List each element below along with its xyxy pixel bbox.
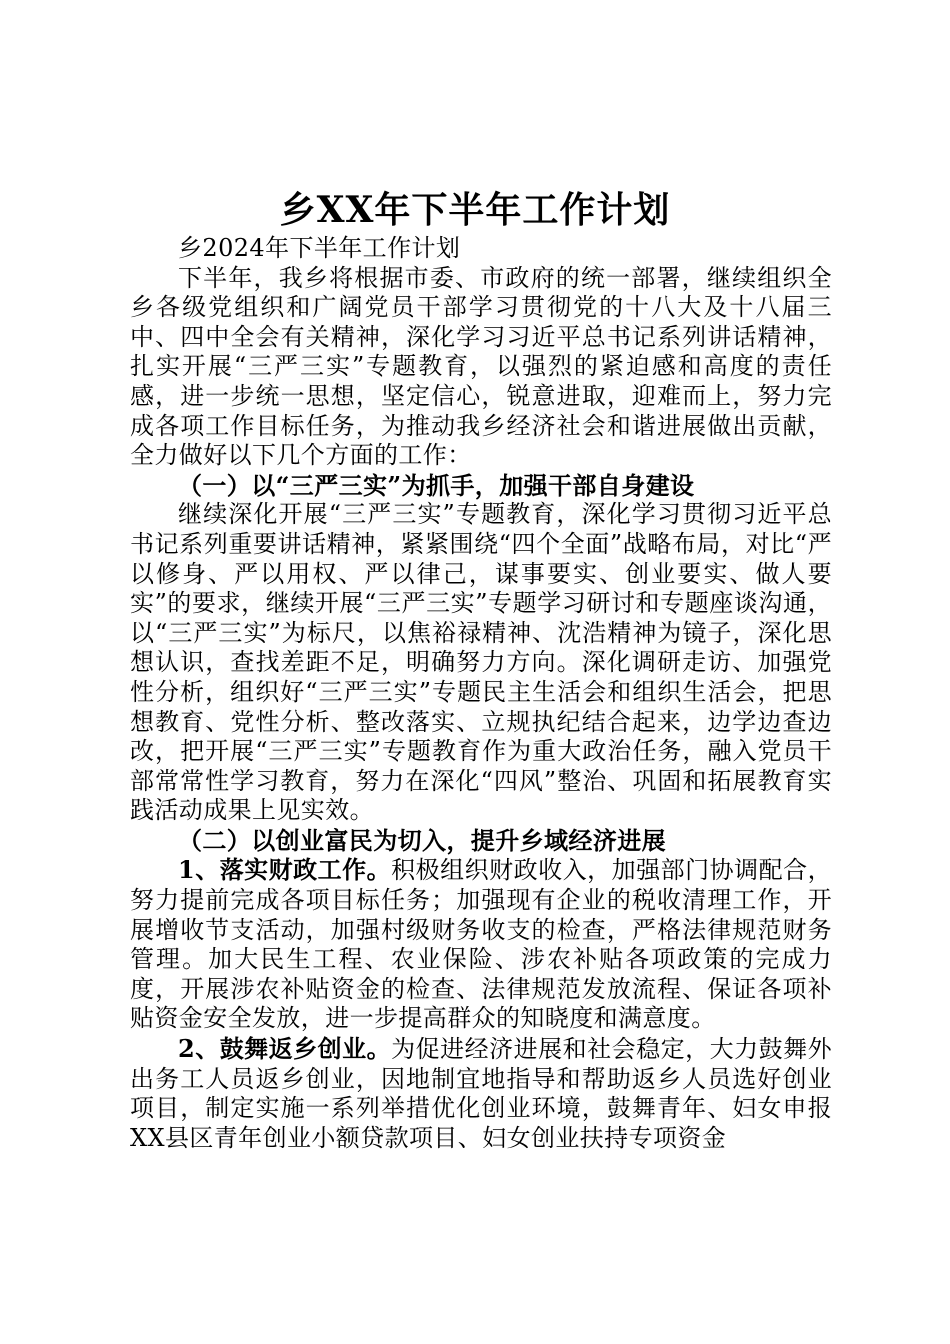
intro-paragraph: 下半年，我乡将根据市委、市政府的统一部署，继续组织全乡各级党组织和广阔党员干部学习贯彻党的十八大及十八届三中、四中全会有关精神，深化学习习近平总书记系列讲话精神，扎实开展“三严三实”专题教育，以强烈的紧迫感和高度的责任感，进一步统一思想，坚定信心，锐意进取，迎难而上，努力完成各项工作目标任务，为推动我乡经济社会和谐进展做出贡献，全力做好以下几个方面的工作：	[130, 263, 832, 470]
item-lead-1: 1、落实财政工作。	[178, 855, 392, 885]
document-title: 乡XX年下半年工作计划	[279, 189, 671, 231]
document-body	[130, 234, 832, 1153]
section-heading-2: （二）以创业富民为切入，提升乡域经济进展	[178, 825, 666, 855]
document-subtitle: 乡2024年下半年工作计划	[178, 234, 461, 262]
item-lead-2: 2、鼓舞返乡创业。	[178, 1034, 392, 1064]
item-text-2: 为促进经济进展和社会稳定，大力鼓舞外出务工人员返乡创业，因地制宜地指导和帮助返乡人员选好创业项目，制定实施一系列举措优化创业环境，鼓舞青年、妇女申报XX县区青年创业小额贷款项目、妇女创业扶持专项资金	[130, 1035, 832, 1152]
section-paragraph-1: 继续深化开展“三严三实”专题教育，深化学习贯彻习近平总书记系列重要讲话精神，紧紧围绕“四个全面”战略布局，对比“严以修身、严以用权、严以律己，谋事要实、创业要实、做人要实”的要求，继续开展“三严三实”专题学习研讨和专题座谈沟通，以“三严三实”为标尺，以焦裕禄精神、沈浩精神为镜子，深化思想认识，查找差距不足，明确努力方向。深化调研走访、加强党性分析，组织好“三严三实”专题民主生活会和组织生活会，把思想教育、党性分析、整改落实、立规执纪结合起来，边学边查边改，把开展“三严三实”专题教育作为重大政治任务，融入党员干部常常性学习教育，努力在深化“四风”整治、巩固和拓展教育实践活动成果上见实效。	[130, 500, 832, 825]
section-heading-1: （一）以“三严三实”为抓手，加强干部自身建设	[178, 470, 695, 500]
item-text-1: 积极组织财政收入，加强部门协调配合，努力提前完成各项目标任务；加强现有企业的税收清理工作，开展增收节支活动，加强村级财务收支的检查，严格法律规范财务管理。加大民生工程、农业保险、涉农补贴各项政策的完成力度，开展涉农补贴资金的检查、法律规范发放流程、保证各项补贴资金安全发放，进一步提高群众的知晓度和满意度。	[130, 856, 832, 1033]
item-paragraph-2	[130, 1034, 832, 1153]
item-paragraph-1	[130, 855, 832, 1034]
